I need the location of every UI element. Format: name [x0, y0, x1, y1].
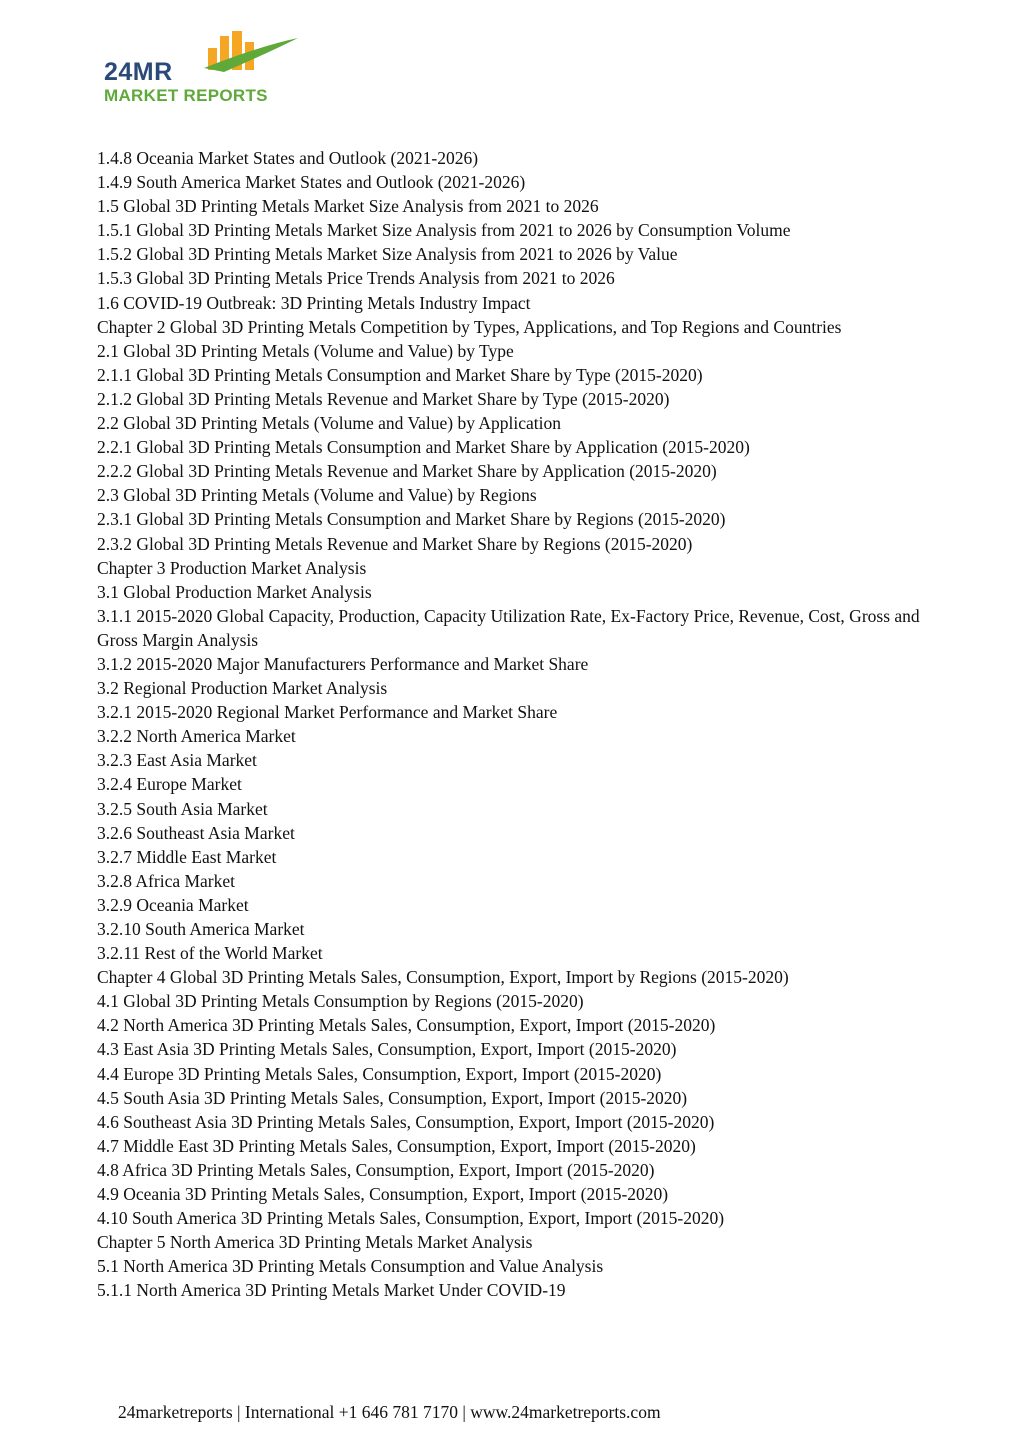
toc-entry: 1.6 COVID-19 Outbreak: 3D Printing Metals Industry Impact	[97, 292, 531, 313]
page-footer: 24marketreports | International +1 646 781 7170 | www.24marketreports.com	[118, 1402, 661, 1422]
toc-entry: Chapter 2 Global 3D Printing Metals Competition by Types, Applications, and Top Regions and Countries	[97, 316, 842, 337]
toc-entry: 3.2.8 Africa Market	[97, 870, 236, 891]
toc-entry: 1.5.2 Global 3D Printing Metals Market Size Analysis from 2021 to 2026 by Value	[97, 244, 678, 265]
toc-entry: 3.2.4 Europe Market	[97, 774, 242, 795]
toc-entry: Chapter 4 Global 3D Printing Metals Sales, Consumption, Export, Import by Regions (2015-2020)	[97, 967, 789, 988]
toc-entry: 4.7 Middle East 3D Printing Metals Sales, Consumption, Export, Import (2015-2020)	[97, 1135, 696, 1156]
toc-entry: 4.9 Oceania 3D Printing Metals Sales, Consumption, Export, Import (2015-2020)	[97, 1184, 669, 1205]
toc-entry: 5.1.1 North America 3D Printing Metals Market Under COVID-19	[97, 1280, 566, 1301]
toc-entry: 4.3 East Asia 3D Printing Metals Sales, Consumption, Export, Import (2015-2020)	[97, 1039, 677, 1060]
table-of-contents	[97, 146, 947, 1303]
toc-entry: 2.2.2 Global 3D Printing Metals Revenue and Market Share by Application (2015-2020)	[97, 461, 717, 482]
toc-entry: 1.5.1 Global 3D Printing Metals Market Size Analysis from 2021 to 2026 by Consumption Volume	[97, 220, 791, 241]
toc-entry: 3.2.3 East Asia Market	[97, 750, 257, 771]
toc-entry: 4.4 Europe 3D Printing Metals Sales, Consumption, Export, Import (2015-2020)	[97, 1063, 662, 1084]
toc-entry: 1.5.3 Global 3D Printing Metals Price Trends Analysis from 2021 to 2026	[97, 268, 615, 289]
toc-entry: 5.1 North America 3D Printing Metals Consumption and Value Analysis	[97, 1256, 604, 1277]
toc-entry: 2.1.1 Global 3D Printing Metals Consumption and Market Share by Type (2015-2020)	[97, 364, 703, 385]
toc-entry: 2.2.1 Global 3D Printing Metals Consumption and Market Share by Application (2015-2020)	[97, 437, 750, 458]
toc-entry: Chapter 5 North America 3D Printing Metals Market Analysis	[97, 1232, 533, 1253]
toc-entry: 3.1.2 2015-2020 Major Manufacturers Performance and Market Share	[97, 653, 589, 674]
toc-entry: 4.8 Africa 3D Printing Metals Sales, Consumption, Export, Import (2015-2020)	[97, 1159, 655, 1180]
toc-entry: 2.3.2 Global 3D Printing Metals Revenue and Market Share by Regions (2015-2020)	[97, 533, 693, 554]
toc-entry: 1.4.9 South America Market States and Outlook (2021-2026)	[97, 172, 526, 193]
toc-entry: 2.1.2 Global 3D Printing Metals Revenue and Market Share by Type (2015-2020)	[97, 388, 670, 409]
company-logo	[100, 28, 310, 108]
toc-entry: 3.2.1 2015-2020 Regional Market Performance and Market Share	[97, 702, 558, 723]
toc-entry: 3.2 Regional Production Market Analysis	[97, 678, 388, 699]
toc-entry: 4.1 Global 3D Printing Metals Consumption by Regions (2015-2020)	[97, 991, 584, 1012]
toc-entry: 3.1 Global Production Market Analysis	[97, 581, 372, 602]
toc-entry: 3.2.6 Southeast Asia Market	[97, 822, 295, 843]
toc-entry: 3.2.10 South America Market	[97, 919, 305, 939]
logo-text-market-reports: MARKET REPORTS	[104, 86, 268, 105]
toc-entry: 2.1 Global 3D Printing Metals (Volume and Value) by Type	[97, 340, 514, 361]
toc-entry: 4.6 Southeast Asia 3D Printing Metals Sales, Consumption, Export, Import (2015-2020)	[97, 1111, 715, 1132]
toc-entry: Chapter 3 Production Market Analysis	[97, 557, 367, 578]
toc-entry: 4.2 North America 3D Printing Metals Sales, Consumption, Export, Import (2015-2020)	[97, 1015, 716, 1036]
toc-entry: 2.2 Global 3D Printing Metals (Volume and Value) by Application	[97, 413, 562, 434]
logo-text-24mr: 24MR	[104, 58, 173, 86]
toc-entry: 3.2.7 Middle East Market	[97, 846, 277, 867]
toc-entry: 3.2.9 Oceania Market	[97, 894, 249, 915]
toc-entry: 4.10 South America 3D Printing Metals Sales, Consumption, Export, Import (2015-2020)	[97, 1208, 725, 1229]
toc-entry: 3.2.2 North America Market	[97, 726, 296, 747]
toc-entry: 1.5 Global 3D Printing Metals Market Size Analysis from 2021 to 2026	[97, 196, 599, 217]
toc-entry: 2.3.1 Global 3D Printing Metals Consumption and Market Share by Regions (2015-2020)	[97, 509, 726, 530]
toc-entry: 3.1.1 2015-2020 Global Capacity, Production, Capacity Utilization Rate, Ex-Factory Price, Revenue, Cost, Gross and Gross Margin Analysis	[97, 605, 920, 650]
toc-entry: 4.5 South Asia 3D Printing Metals Sales, Consumption, Export, Import (2015-2020)	[97, 1087, 688, 1108]
toc-entry: 1.4.8 Oceania Market States and Outlook (2021-2026)	[97, 148, 479, 168]
toc-entry: 3.2.11 Rest of the World Market	[97, 943, 323, 964]
toc-entry: 2.3 Global 3D Printing Metals (Volume and Value) by Regions	[97, 485, 537, 506]
toc-entry: 3.2.5 South Asia Market	[97, 798, 268, 819]
